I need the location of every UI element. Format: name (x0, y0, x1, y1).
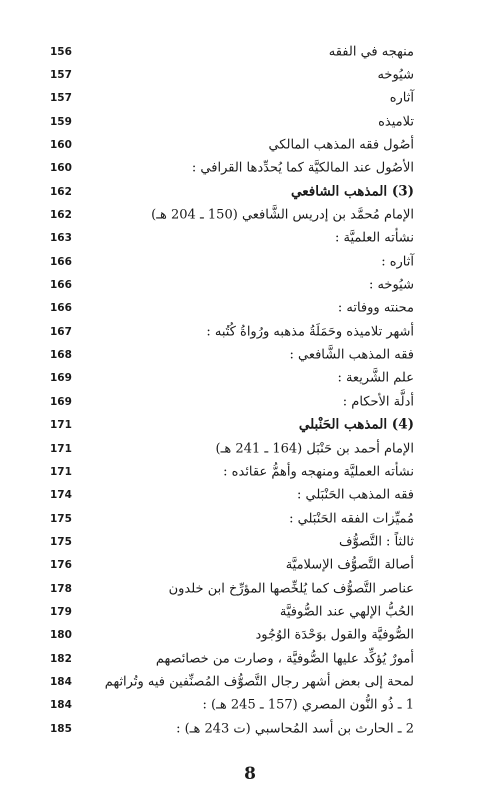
toc-entry (0, 484, 500, 507)
toc-entry (0, 367, 500, 390)
toc-page-number: 180 (50, 629, 72, 642)
toc-entry (0, 273, 500, 296)
toc-entry-title: نشأته العلميَّة : (335, 230, 414, 246)
toc-entry-title: محنته ووفاته : (337, 300, 414, 316)
toc-entry (0, 577, 500, 600)
toc-entry-title: (4) المذهب الحَنْبلي (298, 416, 414, 433)
toc-page-number: 175 (50, 512, 72, 525)
toc-entry-title: آثاره : (381, 254, 414, 270)
toc-entry (0, 297, 500, 320)
toc-entry (0, 507, 500, 530)
toc-entry (0, 157, 500, 180)
toc-entry (0, 250, 500, 273)
toc-entry (0, 600, 500, 623)
toc-entry (0, 694, 500, 717)
toc-page-number: 178 (50, 582, 72, 595)
toc-entry-title: أشهر تلاميذه وحَمَلَةُ مذهبه ورُواةُ كُتُبه : (206, 324, 414, 340)
toc-page-number: 166 (50, 278, 72, 291)
toc-entry-title: تلاميذه (378, 114, 414, 130)
toc-page-number: 166 (50, 255, 72, 268)
toc-page-number: 169 (50, 395, 72, 408)
toc-page-number: 185 (50, 722, 72, 735)
toc-entry (0, 530, 500, 553)
toc-entry-title: علم الشَّريعة : (337, 370, 414, 386)
toc-entry-title: فقه المذهب الحَنْبَلي : (296, 487, 414, 503)
toc-entry (0, 717, 500, 740)
toc-entry (0, 320, 500, 343)
toc-entry-title: عناصر التَّصوُّف كما يُلخِّصها المؤرِّخ ابن خلدون (168, 581, 414, 597)
toc-entry-title: الحُبُّ الإلهي عند الصُّوفيَّة (279, 604, 414, 620)
toc-page-number: 175 (50, 535, 72, 548)
toc-page-number: 179 (50, 605, 72, 618)
toc-page-number: 160 (50, 162, 72, 175)
toc-page-number: 166 (50, 302, 72, 315)
toc-entry-title: أصُول فقه المذهب المالكي (268, 137, 414, 153)
toc-page-number: 157 (50, 68, 72, 81)
toc-page-number: 174 (50, 488, 72, 501)
toc-entry (0, 110, 500, 133)
toc-entry (0, 437, 500, 460)
toc-entry-title: لمحة إلى بعض أشهر رجال التَّصوُّف المُصنِّفين فيه وتُراثهم (104, 674, 414, 690)
toc-entry (0, 647, 500, 670)
toc-entry (0, 624, 500, 647)
toc-page-number: 159 (50, 115, 72, 128)
toc-page-number: 176 (50, 558, 72, 571)
toc-entry-title: الصُّوفيَّة والقول بوَحْدَة الوُجُود (255, 627, 414, 643)
toc-entry (0, 133, 500, 156)
toc-page-number: 171 (50, 465, 72, 478)
toc-entry-title: (3) المذهب الشافعي (291, 182, 414, 199)
toc-page-number: 160 (50, 138, 72, 151)
toc-entry (0, 87, 500, 110)
toc-page-number: 167 (50, 325, 72, 338)
toc-entry (0, 670, 500, 693)
toc-entry (0, 227, 500, 250)
toc-entry-title: أدلَّة الأحكام : (342, 394, 414, 410)
toc-entry-title: الإمام أحمد بن حَنْبَل (164 ـ 241 هـ) (215, 441, 414, 457)
toc-entry (0, 343, 500, 366)
toc-entry-title: فقه المذهب الشَّافعي : (289, 347, 414, 363)
toc-entry (0, 40, 500, 63)
toc-entry-title: ثالثاً : التَّصوُّف (338, 534, 414, 550)
toc-entry (0, 203, 500, 226)
toc-page-number: 162 (50, 208, 72, 221)
toc-entry (0, 63, 500, 86)
toc-entry-title: نشأته العمليَّة ومنهجه وأهمُّ عقائده : (223, 464, 414, 480)
toc-entry-title: 1 ـ ذُو النُّون المصري (157 ـ 245 هـ) : (202, 697, 414, 713)
toc-page-number: 163 (50, 232, 72, 245)
toc-entry-title: آثاره (389, 90, 414, 106)
toc-entry-title: أمورٌ يُؤكِّد عليها الصُّوفيَّة ، وصارت من خصائصهم (155, 651, 414, 667)
toc-page-number: 156 (50, 45, 72, 58)
toc-page-number: 184 (50, 675, 72, 688)
toc-entry (0, 554, 500, 577)
toc-page-number: 162 (50, 185, 72, 198)
toc-page-number: 171 (50, 418, 72, 431)
table-of-contents (0, 40, 500, 740)
toc-entry-title: 2 ـ الحارث بن أسد المُحاسبي (ت 243 هـ) : (176, 721, 414, 737)
toc-entry-title: منهجه في الفقه (328, 44, 414, 60)
toc-entry (0, 390, 500, 413)
toc-page-number: 182 (50, 652, 72, 665)
toc-page-number: 184 (50, 699, 72, 712)
toc-page-number: 169 (50, 372, 72, 385)
toc-entry (0, 460, 500, 483)
toc-entry-title: الأصُول عند المالكيَّة كما يُحدِّدها القرافي : (191, 160, 414, 176)
toc-entry-title: شيُوخه (377, 67, 414, 83)
toc-section-heading (0, 414, 500, 437)
toc-page-number: 168 (50, 348, 72, 361)
toc-page-number: 157 (50, 92, 72, 105)
toc-entry-title: شيُوخه : (368, 277, 414, 293)
toc-entry-title: الإمام مُحمَّد بن إدريس الشَّافعي (150 ـ 204 هـ) (151, 207, 414, 223)
page-number: 8 (244, 764, 256, 784)
toc-entry-title: أصالة التَّصوُّف الإسلاميَّة (285, 557, 414, 573)
toc-section-heading (0, 180, 500, 203)
toc-entry-title: مُميِّزات الفقه الحَنْبَلي : (289, 511, 414, 527)
toc-page-number: 171 (50, 442, 72, 455)
